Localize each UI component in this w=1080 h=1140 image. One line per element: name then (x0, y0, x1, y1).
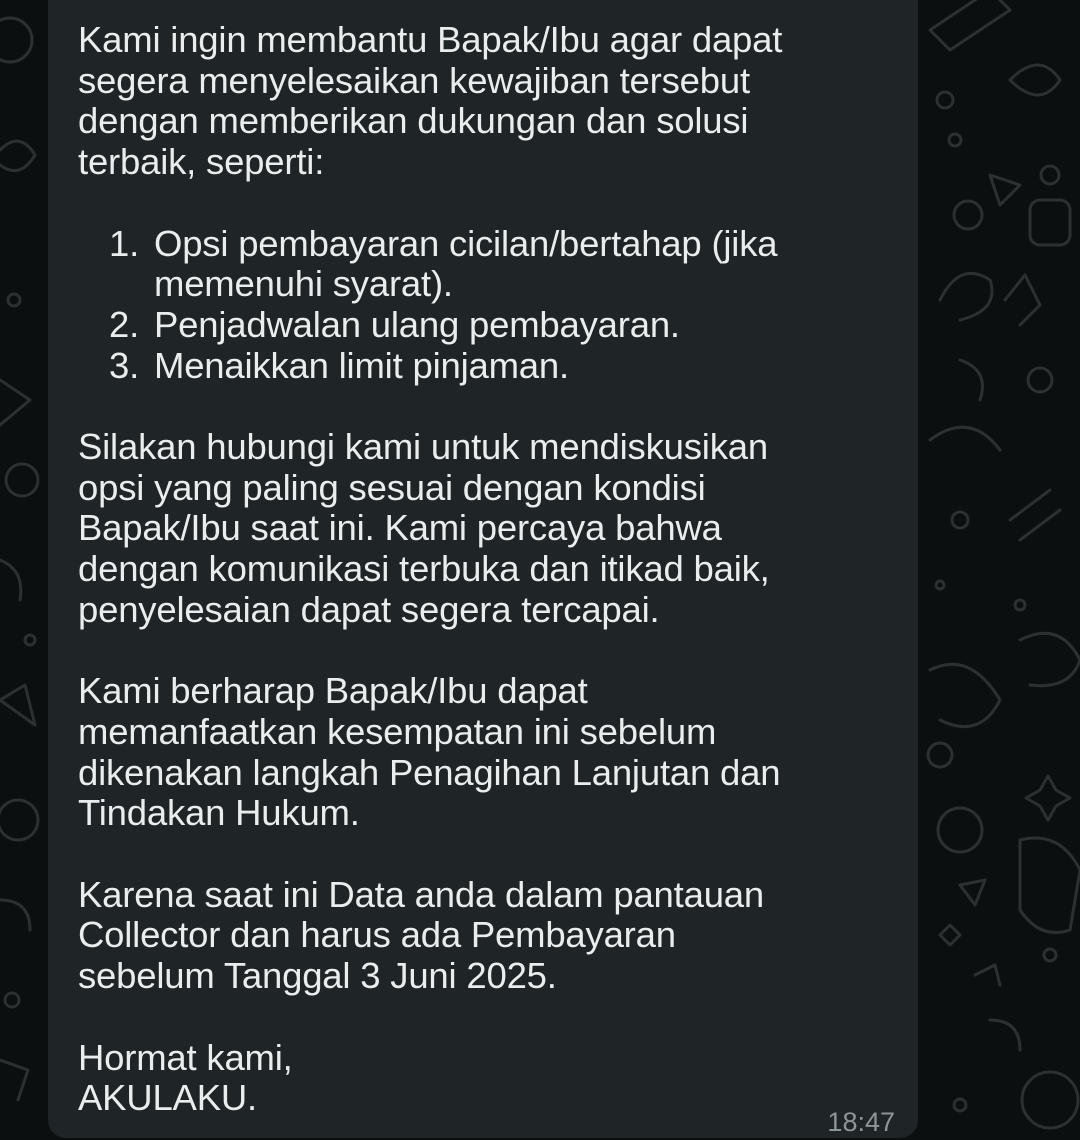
message-paragraph (78, 671, 898, 834)
message-paragraph (78, 20, 898, 183)
text-line: Silakan hubungi kami untuk mendiskusikan (78, 426, 768, 467)
text-line: dengan komunikasi terbuka dan itikad baik, (78, 548, 770, 590)
text-line: Bapak/Ibu saat ini. Kami percaya bahwa (78, 507, 722, 549)
message-closing (78, 1038, 898, 1119)
message-text (78, 20, 898, 1119)
text-line: penyelesaian dapat segera tercapai. (78, 588, 660, 630)
list-item (78, 224, 898, 305)
list-item (78, 305, 898, 346)
text-line: Tindakan Hukum. (78, 792, 360, 834)
message-paragraph (78, 875, 898, 997)
text-line: sebelum Tanggal 3 Juni 2025. (78, 955, 557, 997)
list-number: 1. (109, 222, 140, 264)
options-list (78, 224, 898, 387)
list-number: 3. (109, 344, 140, 386)
text-line: opsi yang paling sesuai dengan kondisi (78, 466, 706, 508)
text-line: dengan memberikan dukungan dan solusi (78, 100, 749, 142)
text-line: dikenakan langkah Penagihan Lanjutan dan (78, 751, 781, 793)
text-line: Hormat kami, (78, 1036, 293, 1078)
text-line: Karena saat ini Data anda dalam pantauan (78, 873, 764, 915)
text-line: memenuhi syarat). (154, 263, 453, 305)
text-line: Kami berharap Bapak/Ibu dapat (78, 670, 588, 712)
text-line: Collector dan harus ada Pembayaran (78, 914, 676, 956)
list-item (78, 346, 898, 387)
text-line: terbaik, seperti: (78, 141, 325, 183)
text-line: Opsi pembayaran cicilan/bertahap (jika (154, 222, 778, 264)
text-line: Penjadwalan ulang pembayaran. (154, 303, 680, 345)
list-number: 2. (109, 303, 140, 345)
text-line: segera menyelesaikan kewajiban tersebut (78, 59, 750, 101)
text-line: memanfaatkan kesempatan ini sebelum (78, 710, 717, 752)
message-timestamp: 18:47 (827, 1107, 895, 1137)
text-line: Kami ingin membantu Bapak/Ibu agar dapat (78, 19, 783, 60)
message-paragraph (78, 427, 898, 631)
text-line: Menaikkan limit pinjaman. (154, 344, 569, 386)
sender-signature: AKULAKU. (78, 1077, 257, 1119)
